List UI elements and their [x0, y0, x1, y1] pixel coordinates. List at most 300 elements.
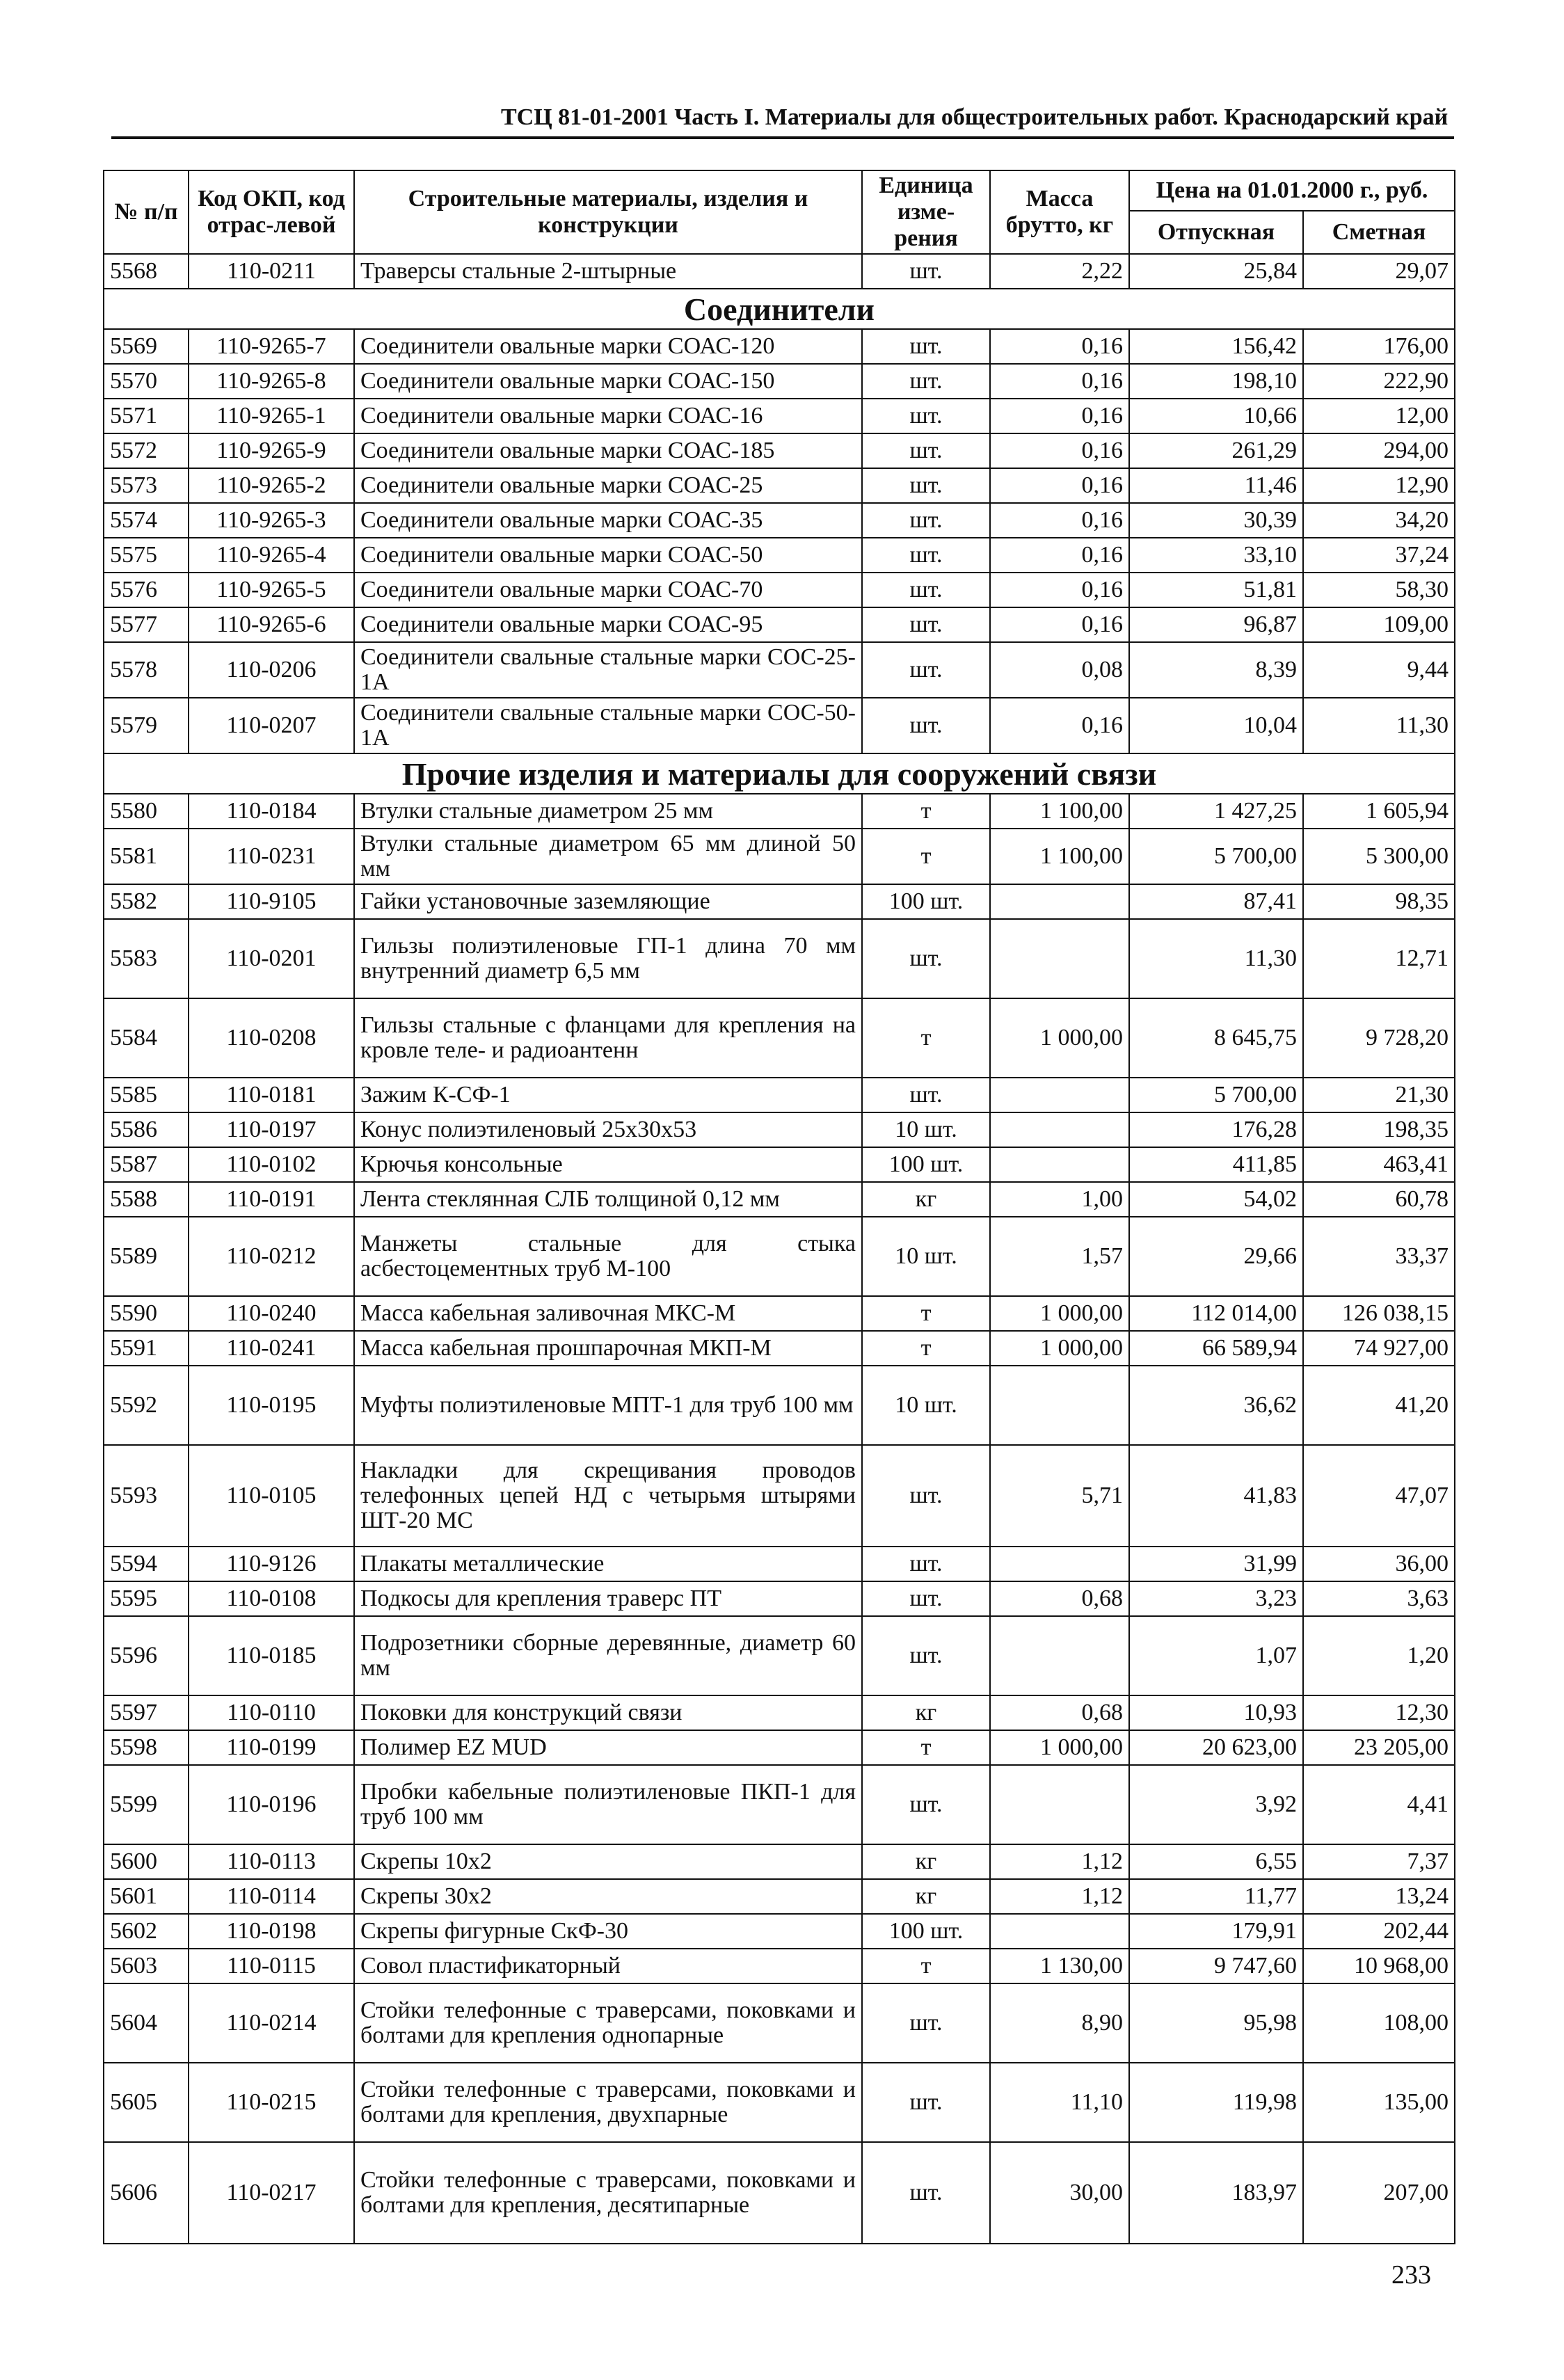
- cell-release: 119,98: [1129, 2063, 1303, 2142]
- cell-num: 5600: [104, 1844, 189, 1879]
- cell-estimate: 12,00: [1303, 399, 1455, 433]
- price-table: [103, 170, 1455, 2244]
- cell-unit: шт.: [862, 364, 990, 399]
- cell-release: 29,66: [1129, 1217, 1303, 1296]
- cell-estimate: 463,41: [1303, 1147, 1455, 1182]
- table-row: [104, 1182, 1455, 1217]
- cell-name: Соединители свальные стальные марки СОС-50-1А: [354, 698, 862, 753]
- cell-mass: 0,16: [990, 503, 1129, 538]
- cell-estimate: 198,35: [1303, 1112, 1455, 1147]
- cell-num: 5596: [104, 1616, 189, 1695]
- cell-name: Соединители овальные марки СОАС-150: [354, 364, 862, 399]
- table-row: [104, 998, 1455, 1078]
- cell-unit: шт.: [862, 2063, 990, 2142]
- cell-name: Соединители овальные марки СОАС-50: [354, 538, 862, 573]
- cell-code: 110-0240: [189, 1296, 354, 1331]
- cell-name: Поковки для конструкций связи: [354, 1695, 862, 1730]
- cell-unit: шт.: [862, 573, 990, 607]
- cell-estimate: 3,63: [1303, 1581, 1455, 1616]
- cell-unit: шт.: [862, 468, 990, 503]
- cell-code: 110-0102: [189, 1147, 354, 1182]
- cell-estimate: 29,07: [1303, 254, 1455, 289]
- cell-num: 5572: [104, 433, 189, 468]
- cell-estimate: 41,20: [1303, 1366, 1455, 1445]
- cell-code: 110-9265-6: [189, 607, 354, 642]
- cell-unit: шт.: [862, 642, 990, 698]
- cell-mass: 1 130,00: [990, 1949, 1129, 1983]
- cell-name: Траверсы стальные 2-штырные: [354, 254, 862, 289]
- cell-mass: [990, 1914, 1129, 1949]
- cell-code: 110-0214: [189, 1983, 354, 2063]
- cell-code: 110-0217: [189, 2142, 354, 2244]
- column-header-estimate: Сметная: [1303, 211, 1455, 254]
- cell-num: 5580: [104, 794, 189, 829]
- cell-unit: шт.: [862, 433, 990, 468]
- page-number: 233: [1391, 2260, 1431, 2290]
- cell-code: 110-9126: [189, 1547, 354, 1581]
- cell-code: 110-0197: [189, 1112, 354, 1147]
- table-row: [104, 1730, 1455, 1765]
- cell-code: 110-9265-7: [189, 329, 354, 364]
- cell-release: 6,55: [1129, 1844, 1303, 1879]
- cell-unit: шт.: [862, 1765, 990, 1844]
- cell-release: 183,97: [1129, 2142, 1303, 2244]
- cell-mass: [990, 1366, 1129, 1445]
- cell-code: 110-0207: [189, 698, 354, 753]
- cell-unit: т: [862, 829, 990, 884]
- cell-release: 261,29: [1129, 433, 1303, 468]
- cell-release: 9 747,60: [1129, 1949, 1303, 1983]
- cell-estimate: 126 038,15: [1303, 1296, 1455, 1331]
- cell-name: Конус полиэтиленовый 25х30х53: [354, 1112, 862, 1147]
- cell-unit: шт.: [862, 538, 990, 573]
- cell-code: 110-0231: [189, 829, 354, 884]
- table-row: [104, 1949, 1455, 1983]
- cell-code: 110-0115: [189, 1949, 354, 1983]
- cell-code: 110-0212: [189, 1217, 354, 1296]
- cell-release: 33,10: [1129, 538, 1303, 573]
- cell-mass: 1,00: [990, 1182, 1129, 1217]
- cell-num: 5569: [104, 329, 189, 364]
- cell-code: 110-0206: [189, 642, 354, 698]
- cell-num: 5593: [104, 1445, 189, 1547]
- cell-name: Соединители овальные марки СОАС-185: [354, 433, 862, 468]
- cell-release: 30,39: [1129, 503, 1303, 538]
- cell-estimate: 202,44: [1303, 1914, 1455, 1949]
- cell-release: 10,66: [1129, 399, 1303, 433]
- cell-mass: [990, 1147, 1129, 1182]
- cell-mass: [990, 919, 1129, 998]
- cell-release: 411,85: [1129, 1147, 1303, 1182]
- cell-code: 110-9105: [189, 884, 354, 919]
- cell-name: Масса кабельная заливочная МКС-М: [354, 1296, 862, 1331]
- cell-mass: 5,71: [990, 1445, 1129, 1547]
- cell-mass: 0,16: [990, 364, 1129, 399]
- cell-release: 198,10: [1129, 364, 1303, 399]
- cell-code: 110-0108: [189, 1581, 354, 1616]
- cell-num: 5578: [104, 642, 189, 698]
- cell-estimate: 9,44: [1303, 642, 1455, 698]
- column-header-name: Строительные материалы, изделия и конструкции: [354, 170, 862, 254]
- cell-estimate: 34,20: [1303, 503, 1455, 538]
- cell-code: 110-0215: [189, 2063, 354, 2142]
- cell-code: 110-0191: [189, 1182, 354, 1217]
- section-title: Прочие изделия и материалы для сооружений связи: [104, 753, 1455, 794]
- cell-num: 5584: [104, 998, 189, 1078]
- cell-unit: шт.: [862, 1078, 990, 1112]
- cell-estimate: 33,37: [1303, 1217, 1455, 1296]
- table-row: [104, 1217, 1455, 1296]
- cell-code: 110-0211: [189, 254, 354, 289]
- cell-num: 5589: [104, 1217, 189, 1296]
- cell-mass: 0,68: [990, 1581, 1129, 1616]
- cell-unit: шт.: [862, 1983, 990, 2063]
- table-row: [104, 329, 1455, 364]
- cell-num: 5592: [104, 1366, 189, 1445]
- cell-name: Масса кабельная прошпарочная МКП-М: [354, 1331, 862, 1366]
- table-row: [104, 1581, 1455, 1616]
- cell-name: Соединители овальные марки СОАС-70: [354, 573, 862, 607]
- cell-num: 5595: [104, 1581, 189, 1616]
- cell-code: 110-9265-9: [189, 433, 354, 468]
- table-row: [104, 1078, 1455, 1112]
- cell-release: 31,99: [1129, 1547, 1303, 1581]
- table-row: [104, 919, 1455, 998]
- cell-release: 10,93: [1129, 1695, 1303, 1730]
- cell-code: 110-9265-5: [189, 573, 354, 607]
- table-row: [104, 399, 1455, 433]
- cell-estimate: 21,30: [1303, 1078, 1455, 1112]
- cell-num: 5597: [104, 1695, 189, 1730]
- cell-release: 96,87: [1129, 607, 1303, 642]
- cell-mass: [990, 1547, 1129, 1581]
- cell-release: 95,98: [1129, 1983, 1303, 2063]
- cell-num: 5591: [104, 1331, 189, 1366]
- cell-unit: шт.: [862, 1581, 990, 1616]
- cell-unit: шт.: [862, 2142, 990, 2244]
- section-header-row: [104, 753, 1455, 794]
- cell-mass: 0,08: [990, 642, 1129, 698]
- cell-num: 5606: [104, 2142, 189, 2244]
- cell-mass: 0,16: [990, 698, 1129, 753]
- column-header-unit: Единица изме-рения: [862, 170, 990, 254]
- cell-mass: 11,10: [990, 2063, 1129, 2142]
- cell-release: 11,30: [1129, 919, 1303, 998]
- cell-name: Крючья консольные: [354, 1147, 862, 1182]
- cell-estimate: 9 728,20: [1303, 998, 1455, 1078]
- cell-name: Гайки установочные заземляющие: [354, 884, 862, 919]
- cell-code: 110-0110: [189, 1695, 354, 1730]
- table-row: [104, 503, 1455, 538]
- table-row: [104, 2142, 1455, 2244]
- table-row: [104, 1695, 1455, 1730]
- column-header-mass: Масса брутто, кг: [990, 170, 1129, 254]
- cell-mass: 1 100,00: [990, 829, 1129, 884]
- cell-num: 5604: [104, 1983, 189, 2063]
- cell-name: Стойки телефонные с траверсами, поковками и болтами для крепления, двухпарные: [354, 2063, 862, 2142]
- cell-code: 110-9265-8: [189, 364, 354, 399]
- cell-mass: [990, 1112, 1129, 1147]
- cell-unit: шт.: [862, 329, 990, 364]
- cell-unit: шт.: [862, 1547, 990, 1581]
- cell-name: Соединители овальные марки СОАС-120: [354, 329, 862, 364]
- table-row: [104, 1547, 1455, 1581]
- cell-num: 5568: [104, 254, 189, 289]
- cell-name: Скрепы фигурные СкФ-30: [354, 1914, 862, 1949]
- cell-name: Гильзы полиэтиленовые ГП-1 длина 70 мм внутренний диаметр 6,5 мм: [354, 919, 862, 998]
- cell-release: 3,23: [1129, 1581, 1303, 1616]
- cell-name: Соединители овальные марки СОАС-95: [354, 607, 862, 642]
- table-row: [104, 364, 1455, 399]
- cell-estimate: 74 927,00: [1303, 1331, 1455, 1366]
- cell-code: 110-0201: [189, 919, 354, 998]
- cell-num: 5598: [104, 1730, 189, 1765]
- table-row: [104, 1445, 1455, 1547]
- cell-name: Втулки стальные диаметром 65 мм длиной 50 мм: [354, 829, 862, 884]
- cell-unit: 10 шт.: [862, 1112, 990, 1147]
- cell-name: Скрепы 30х2: [354, 1879, 862, 1914]
- cell-estimate: 294,00: [1303, 433, 1455, 468]
- cell-release: 8,39: [1129, 642, 1303, 698]
- cell-estimate: 11,30: [1303, 698, 1455, 753]
- cell-estimate: 13,24: [1303, 1879, 1455, 1914]
- cell-release: 11,46: [1129, 468, 1303, 503]
- table-row: [104, 1616, 1455, 1695]
- cell-code: 110-0198: [189, 1914, 354, 1949]
- table-row: [104, 884, 1455, 919]
- cell-estimate: 23 205,00: [1303, 1730, 1455, 1765]
- cell-estimate: 222,90: [1303, 364, 1455, 399]
- cell-mass: 0,16: [990, 607, 1129, 642]
- cell-code: 110-0208: [189, 998, 354, 1078]
- cell-unit: шт.: [862, 503, 990, 538]
- table-row: [104, 829, 1455, 884]
- table-row: [104, 1112, 1455, 1147]
- cell-estimate: 47,07: [1303, 1445, 1455, 1547]
- cell-name: Пробки кабельные полиэтиленовые ПКП-1 для труб 100 мм: [354, 1765, 862, 1844]
- cell-estimate: 207,00: [1303, 2142, 1455, 2244]
- cell-num: 5582: [104, 884, 189, 919]
- cell-name: Муфты полиэтиленовые МПТ-1 для труб 100 мм: [354, 1366, 862, 1445]
- cell-code: 110-0241: [189, 1331, 354, 1366]
- table-row: [104, 1366, 1455, 1445]
- cell-mass: 0,68: [990, 1695, 1129, 1730]
- cell-release: 36,62: [1129, 1366, 1303, 1445]
- cell-mass: 1 000,00: [990, 1730, 1129, 1765]
- table-row: [104, 468, 1455, 503]
- cell-unit: шт.: [862, 254, 990, 289]
- cell-estimate: 10 968,00: [1303, 1949, 1455, 1983]
- cell-name: Стойки телефонные с траверсами, поковками и болтами для крепления однопарные: [354, 1983, 862, 2063]
- column-header-num: № п/п: [104, 170, 189, 254]
- cell-mass: 1 000,00: [990, 998, 1129, 1078]
- cell-estimate: 4,41: [1303, 1765, 1455, 1844]
- cell-mass: 0,16: [990, 468, 1129, 503]
- cell-name: Подрозетники сборные деревянные, диаметр 60 мм: [354, 1616, 862, 1695]
- cell-estimate: 60,78: [1303, 1182, 1455, 1217]
- cell-estimate: 36,00: [1303, 1547, 1455, 1581]
- cell-release: 112 014,00: [1129, 1296, 1303, 1331]
- cell-num: 5590: [104, 1296, 189, 1331]
- cell-unit: шт.: [862, 1616, 990, 1695]
- cell-mass: 30,00: [990, 2142, 1129, 2244]
- cell-unit: т: [862, 794, 990, 829]
- cell-name: Соединители овальные марки СОАС-25: [354, 468, 862, 503]
- running-header: ТСЦ 81-01-2001 Часть I. Материалы для общестроительных работ. Краснодарский край: [501, 104, 1449, 130]
- table-row: [104, 1331, 1455, 1366]
- cell-code: 110-9265-1: [189, 399, 354, 433]
- cell-release: 41,83: [1129, 1445, 1303, 1547]
- cell-num: 5603: [104, 1949, 189, 1983]
- cell-mass: [990, 1078, 1129, 1112]
- table-row: [104, 1844, 1455, 1879]
- cell-estimate: 135,00: [1303, 2063, 1455, 2142]
- cell-unit: 10 шт.: [862, 1217, 990, 1296]
- cell-release: 1 427,25: [1129, 794, 1303, 829]
- cell-estimate: 37,24: [1303, 538, 1455, 573]
- table-row: [104, 1296, 1455, 1331]
- cell-estimate: 12,90: [1303, 468, 1455, 503]
- cell-code: 110-0196: [189, 1765, 354, 1844]
- cell-num: 5574: [104, 503, 189, 538]
- cell-estimate: 5 300,00: [1303, 829, 1455, 884]
- cell-name: Скрепы 10х2: [354, 1844, 862, 1879]
- cell-estimate: 98,35: [1303, 884, 1455, 919]
- cell-release: 87,41: [1129, 884, 1303, 919]
- cell-unit: шт.: [862, 399, 990, 433]
- cell-unit: шт.: [862, 919, 990, 998]
- cell-name: Подкосы для крепления траверс ПТ: [354, 1581, 862, 1616]
- cell-num: 5587: [104, 1147, 189, 1182]
- cell-code: 110-0195: [189, 1366, 354, 1445]
- table-row: [104, 433, 1455, 468]
- cell-code: 110-0113: [189, 1844, 354, 1879]
- table-row: [104, 1983, 1455, 2063]
- cell-unit: кг: [862, 1182, 990, 1217]
- cell-release: 3,92: [1129, 1765, 1303, 1844]
- cell-estimate: 109,00: [1303, 607, 1455, 642]
- cell-name: Накладки для скрещивания проводов телефонных цепей НД с четырьмя штырями ШТ-20 МС: [354, 1445, 862, 1547]
- cell-code: 110-9265-2: [189, 468, 354, 503]
- cell-num: 5602: [104, 1914, 189, 1949]
- cell-name: Втулки стальные диаметром 25 мм: [354, 794, 862, 829]
- cell-mass: 2,22: [990, 254, 1129, 289]
- cell-release: 10,04: [1129, 698, 1303, 753]
- section-title: Соединители: [104, 289, 1455, 329]
- cell-num: 5583: [104, 919, 189, 998]
- cell-mass: 1,57: [990, 1217, 1129, 1296]
- cell-name: Зажим К-СФ-1: [354, 1078, 862, 1112]
- cell-release: 156,42: [1129, 329, 1303, 364]
- cell-mass: [990, 1765, 1129, 1844]
- cell-num: 5581: [104, 829, 189, 884]
- cell-num: 5579: [104, 698, 189, 753]
- cell-name: Манжеты стальные для стыка асбестоцементных труб М-100: [354, 1217, 862, 1296]
- cell-release: 5 700,00: [1129, 829, 1303, 884]
- cell-release: 25,84: [1129, 254, 1303, 289]
- cell-num: 5585: [104, 1078, 189, 1112]
- cell-code: 110-0181: [189, 1078, 354, 1112]
- cell-estimate: 12,30: [1303, 1695, 1455, 1730]
- cell-mass: 0,16: [990, 329, 1129, 364]
- cell-unit: кг: [862, 1695, 990, 1730]
- cell-estimate: 1,20: [1303, 1616, 1455, 1695]
- table-row: [104, 1765, 1455, 1844]
- cell-release: 8 645,75: [1129, 998, 1303, 1078]
- cell-mass: [990, 1616, 1129, 1695]
- cell-num: 5605: [104, 2063, 189, 2142]
- table-row: [104, 1879, 1455, 1914]
- cell-mass: 8,90: [990, 1983, 1129, 2063]
- cell-release: 51,81: [1129, 573, 1303, 607]
- cell-estimate: 7,37: [1303, 1844, 1455, 1879]
- cell-unit: т: [862, 1730, 990, 1765]
- cell-unit: кг: [862, 1879, 990, 1914]
- cell-unit: т: [862, 998, 990, 1078]
- cell-release: 66 589,94: [1129, 1331, 1303, 1366]
- cell-num: 5599: [104, 1765, 189, 1844]
- cell-release: 176,28: [1129, 1112, 1303, 1147]
- cell-mass: [990, 884, 1129, 919]
- cell-name: Соединители свальные стальные марки СОС-25-1А: [354, 642, 862, 698]
- cell-release: 20 623,00: [1129, 1730, 1303, 1765]
- cell-unit: 10 шт.: [862, 1366, 990, 1445]
- table-row: [104, 2063, 1455, 2142]
- table-row: [104, 642, 1455, 698]
- cell-unit: т: [862, 1331, 990, 1366]
- cell-mass: 0,16: [990, 538, 1129, 573]
- cell-release: 179,91: [1129, 1914, 1303, 1949]
- cell-num: 5573: [104, 468, 189, 503]
- cell-release: 54,02: [1129, 1182, 1303, 1217]
- cell-num: 5577: [104, 607, 189, 642]
- header-rule: [111, 136, 1454, 139]
- cell-mass: 1 100,00: [990, 794, 1129, 829]
- table-body: [104, 254, 1455, 2244]
- cell-name: Соединители овальные марки СОАС-35: [354, 503, 862, 538]
- cell-mass: 0,16: [990, 433, 1129, 468]
- cell-mass: 0,16: [990, 399, 1129, 433]
- cell-num: 5586: [104, 1112, 189, 1147]
- table-row: [104, 254, 1455, 289]
- cell-mass: 1,12: [990, 1844, 1129, 1879]
- cell-name: Совол пластификаторный: [354, 1949, 862, 1983]
- cell-name: Лента стеклянная СЛБ толщиной 0,12 мм: [354, 1182, 862, 1217]
- cell-release: 11,77: [1129, 1879, 1303, 1914]
- cell-num: 5571: [104, 399, 189, 433]
- cell-release: 1,07: [1129, 1616, 1303, 1695]
- cell-code: 110-0114: [189, 1879, 354, 1914]
- cell-unit: т: [862, 1296, 990, 1331]
- cell-unit: 100 шт.: [862, 884, 990, 919]
- cell-unit: 100 шт.: [862, 1914, 990, 1949]
- table-row: [104, 794, 1455, 829]
- cell-code: 110-0105: [189, 1445, 354, 1547]
- cell-mass: 1 000,00: [990, 1331, 1129, 1366]
- cell-estimate: 108,00: [1303, 1983, 1455, 2063]
- cell-code: 110-9265-4: [189, 538, 354, 573]
- cell-num: 5575: [104, 538, 189, 573]
- cell-unit: т: [862, 1949, 990, 1983]
- column-header-price-group: Цена на 01.01.2000 г., руб.: [1129, 170, 1455, 211]
- cell-estimate: 176,00: [1303, 329, 1455, 364]
- cell-num: 5576: [104, 573, 189, 607]
- cell-estimate: 1 605,94: [1303, 794, 1455, 829]
- cell-name: Полимер EZ MUD: [354, 1730, 862, 1765]
- cell-mass: 1 000,00: [990, 1296, 1129, 1331]
- table-row: [104, 607, 1455, 642]
- cell-name: Соединители овальные марки СОАС-16: [354, 399, 862, 433]
